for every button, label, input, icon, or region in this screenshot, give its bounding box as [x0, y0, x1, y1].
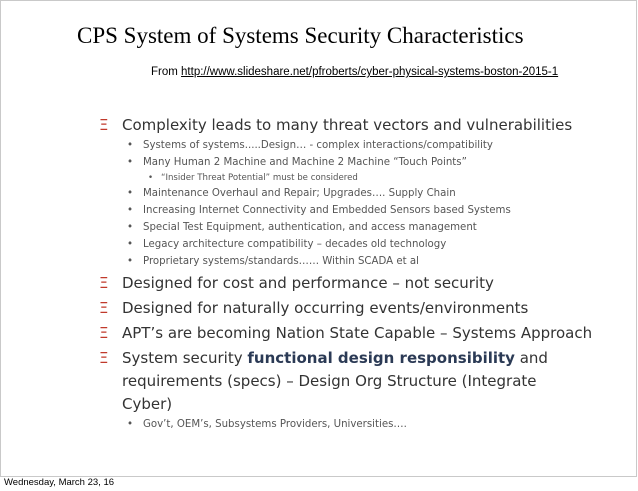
slide-title: CPS System of Systems Security Characteristics [77, 23, 524, 48]
point-text: and requirements (specs) – Design Org Structure (Integrate Cyber) [122, 349, 548, 413]
point-text: Designed for naturally occurring events/environments [122, 299, 529, 317]
bullet-icon: • [127, 157, 134, 168]
point-complexity [99, 114, 619, 137]
sub-point: • Legacy architecture compatibility – decades old technology [99, 236, 619, 253]
list-marker-icon: Ξ [99, 349, 109, 367]
source-prefix: From [151, 66, 182, 78]
sub-point: • Gov’t, OEM’s, Subsystems Providers, Universities…. [99, 416, 619, 433]
source-line [151, 66, 558, 78]
point-text: Complexity leads to many threat vectors and vulnerabilities [122, 116, 573, 134]
date-footer: Wednesday, March 23, 16 [4, 477, 115, 488]
bullet-icon: • [127, 188, 134, 199]
list-marker-icon: Ξ [99, 274, 109, 292]
bullet-icon: • [127, 222, 134, 233]
point-security [99, 347, 552, 416]
sub-point: • Maintenance Overhaul and Repair; Upgrades…. Supply Chain [99, 185, 619, 202]
bullet-icon: • [127, 239, 134, 250]
point-apt [99, 322, 619, 345]
point-text: System security [122, 349, 248, 367]
bullet-icon: • [127, 140, 134, 151]
list-marker-icon: Ξ [99, 299, 109, 317]
point-text: Designed for cost and performance – not security [122, 274, 494, 292]
list-marker-icon: Ξ [99, 324, 109, 342]
sub-point: • Systems of systems.....Design… - complex interactions/compatibility [99, 137, 619, 154]
source-link[interactable]: http://www.slideshare.net/pfroberts/cyber-physical-systems-boston-2015-1 [181, 66, 559, 78]
point-text-bold: functional design responsibility [247, 349, 515, 367]
point-natural [99, 297, 619, 320]
sub-point: • Proprietary systems/standards…… Within SCADA et al [99, 253, 619, 270]
sub-sub-point: • “Insider Threat Potential” must be considered [148, 173, 358, 183]
list-marker-icon: Ξ [99, 116, 109, 134]
bullet-icon: • [127, 205, 134, 216]
sub-point: • Increasing Internet Connectivity and Embedded Sensors based Systems [99, 202, 619, 219]
bullet-list [99, 112, 619, 433]
sub-point: • Many Human 2 Machine and Machine 2 Machine “Touch Points” [99, 154, 619, 171]
bullet-icon: • [127, 256, 134, 267]
sub-point: • Special Test Equipment, authentication, and access management [99, 219, 619, 236]
point-cost [99, 272, 619, 295]
bullet-icon: • [148, 173, 154, 183]
bullet-icon: • [127, 419, 134, 430]
point-text: APT’s are becoming Nation State Capable – Systems Approach [122, 324, 593, 342]
